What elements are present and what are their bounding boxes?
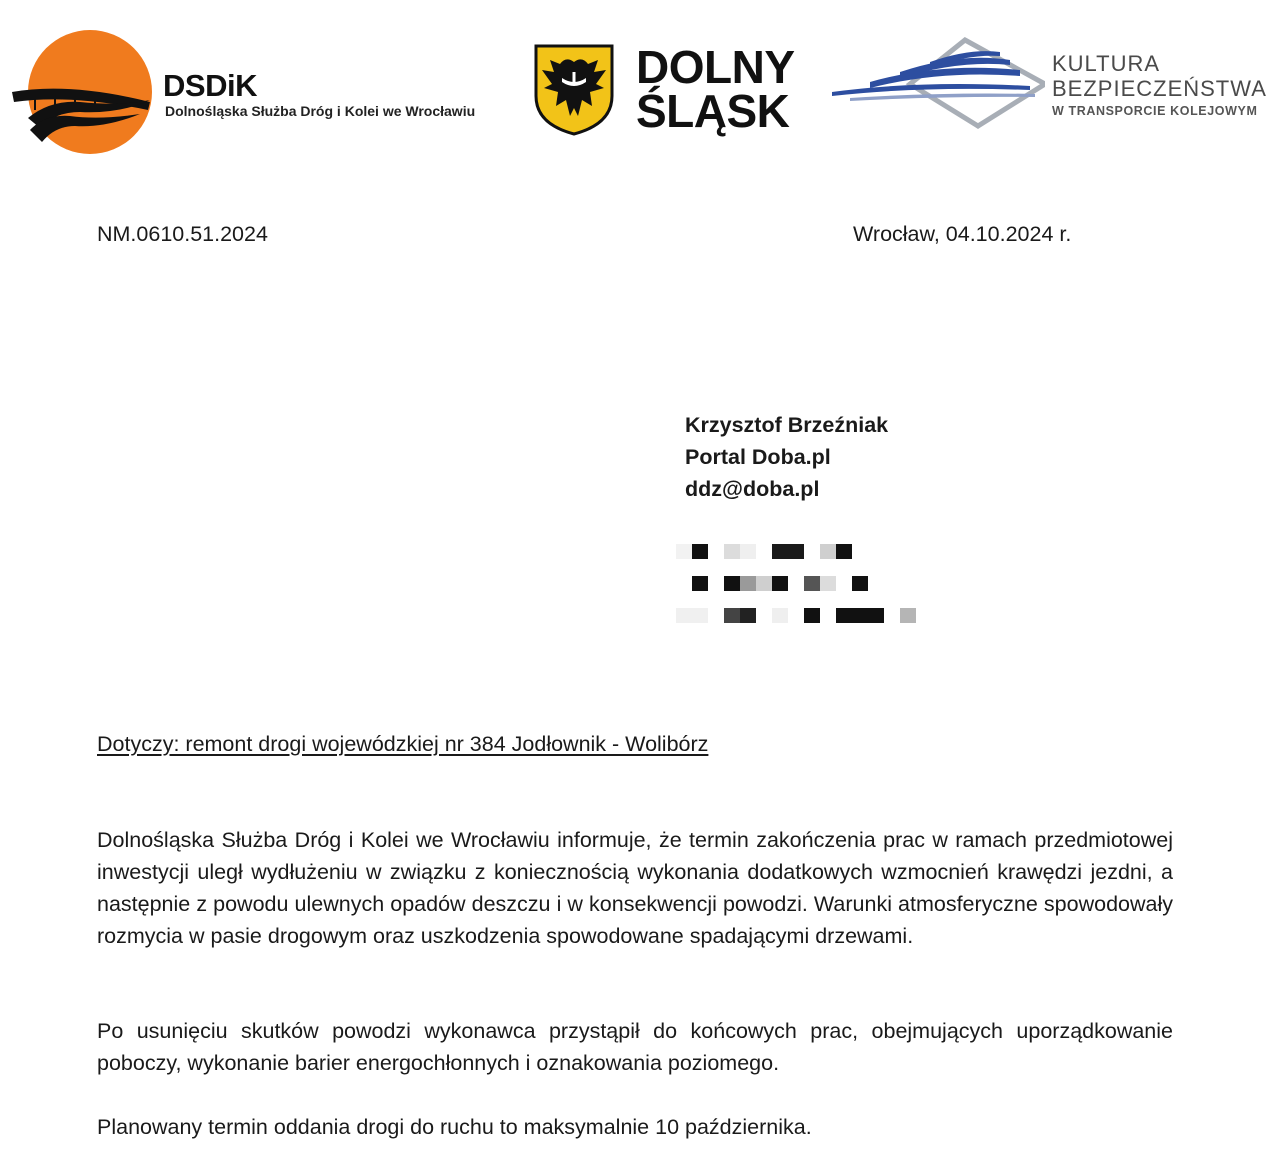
body-paragraph-2: Po usunięciu skutków powodzi wykonawca przystąpił do końcowych prac, obejmujących uporządkowanie poboczy, wykonanie barier energochłonnych i oznakowania poziomego.: [97, 1019, 1173, 1075]
kultura-bezpieczenstwa-logo-icon: [830, 34, 1045, 130]
redacted-address: [676, 544, 921, 626]
dsdik-logo-name: DSDiK: [163, 68, 257, 103]
body-paragraph-3: Planowany termin oddania drogi do ruchu to maksymalnie 10 października.: [97, 1115, 812, 1139]
dolny-slask-crest-icon: [534, 44, 614, 136]
recipient-organization: Portal Doba.pl: [685, 445, 831, 469]
dolny-slask-line1: DOLNY: [636, 41, 795, 93]
reference-number: NM.0610.51.2024: [97, 222, 268, 246]
subject-line: Dotyczy: remont drogi wojewódzkiej nr 384 Jodłownik - Wolibórz: [97, 732, 709, 756]
kultura-line3: W TRANSPORCIE KOLEJOWYM: [1052, 104, 1258, 118]
recipient-name: Krzysztof Brzeźniak: [685, 413, 889, 437]
kultura-line1: KULTURA: [1052, 51, 1161, 76]
dsdik-logo-subtitle: Dolnośląska Służba Dróg i Kolei we Wrocławiu: [165, 103, 476, 119]
kultura-line2: BEZPIECZEŃSTWA: [1052, 76, 1267, 101]
place-date: Wrocław, 04.10.2024 r.: [853, 222, 1072, 246]
recipient-email: ddz@doba.pl: [685, 477, 820, 501]
body-paragraph-1: Dolnośląska Służba Dróg i Kolei we Wrocławiu informuje, że termin zakończenia prac w ramach przedmiotowej inwestycji uległ wydłużeniu w związku z koniecznością wykonania dodatkowych wzmocnień krawędzi jezdni, a następnie z powodu ulewnych opadów deszczu i w konsekwencji powodzi. Warunki atmosferyczne spowodowały rozmycia w pasie drogowym oraz uszkodzenia spowodowane spadającymi drzewami.: [97, 828, 1173, 948]
dsdik-logo-icon: [10, 30, 160, 155]
dolny-slask-line2: ŚLĄSK: [636, 85, 790, 137]
